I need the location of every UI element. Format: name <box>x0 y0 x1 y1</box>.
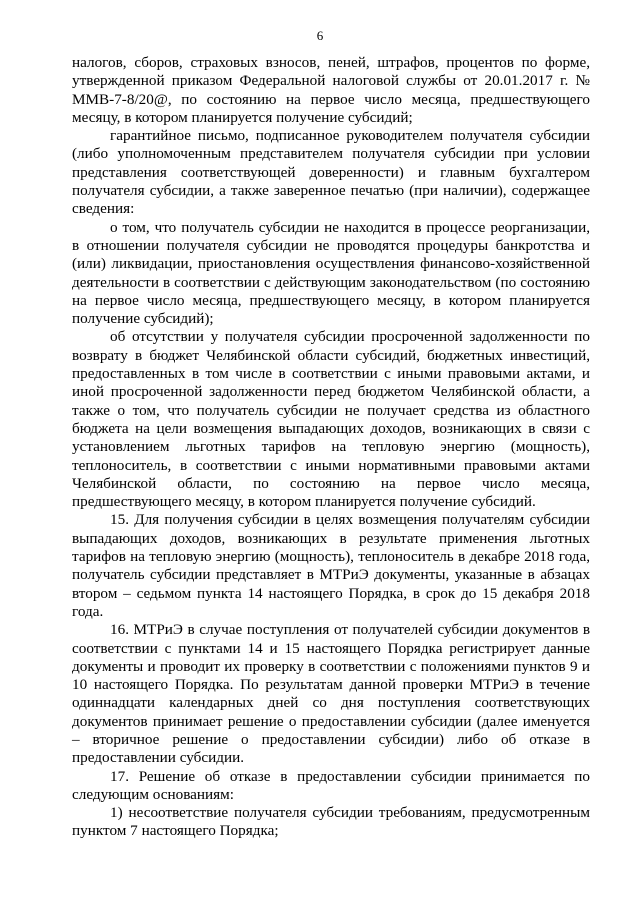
paragraph-item-17: 17. Решение об отказе в предоставлении субсидии принимается по следующим основаниям: <box>72 767 590 803</box>
paragraph-no-reorganization: о том, что получатель субсидии не находится в процессе реорганизации, в отношении получателя субсидии не проводятся процедуры банкротства и (или) ликвидации, приостановления осуществления финансово-хозяйственной деятельности в соответствии с действующим законодательством (по состоянию на первое число месяца, предшествующего месяцу, в котором планируется получение субсидий); <box>72 218 590 328</box>
paragraph-tax-debt-certificate: налогов, сборов, страховых взносов, пеней, штрафов, процентов по форме, утвержденной приказом Федеральной налоговой службы от 20.01.2017 г. № ММВ-7-8/20@, по состоянию на первое число месяца, предшествующего месяцу, в котором планируется получение субсидий; <box>72 54 590 126</box>
document-body <box>72 54 590 841</box>
paragraph-item-15: 15. Для получения субсидии в целях возмещения получателям субсидии выпадающих доходов, возникающих в результате применения льготных тарифов на тепловую энергию (мощность), теплоноситель в декабре 2018 года, получатель субсидии представляет в МТРиЭ документы, указанные в абзацах втором – седьмом пункта 14 настоящего Порядка, в срок до 15 декабря 2018 года. <box>72 511 590 620</box>
paragraph-no-overdue-debt: об отсутствии у получателя субсидии просроченной задолженности по возврату в бюджет Челябинской области субсидий, бюджетных инвестиций, предоставленных в том числе в соответствии с иными правовыми актами, и иной просроченной задолженности перед бюджетом Челябинской области, а также о том, что получатель субсидии не получает средства из областного бюджета на цели возмещения выпадающих доходов, возникающих в связи с установлением льготных тарифов на тепловую энергию (мощность), теплоноситель, в соответствии с иными нормативными правовыми актами Челябинской области, по состоянию на первое число месяца, предшествующего месяцу, в котором планируется получение субсидий. <box>72 328 590 511</box>
paragraph-item-16: 16. МТРиЭ в случае поступления от получателей субсидии документов в соответствии с пунктами 14 и 15 настоящего Порядка регистрирует данные документы и проводит их проверку в соответствии с положениями пунктов 9 и 10 настоящего Порядка. По результатам данной проверки МТРиЭ в течение одиннадцати календарных дней со дня поступления соответствующих документов принимает решение о предоставлении субсидии (далее именуется – вторичное решение о предоставлении субсидии) либо об отказе в предоставлении субсидии. <box>72 621 590 767</box>
paragraph-item-17-sub-1: 1) несоответствие получателя субсидии требованиям, предусмотренным пунктом 7 настоящего Порядка; <box>72 804 590 840</box>
page-number: 6 <box>316 28 324 43</box>
paragraph-guarantee-letter: гарантийное письмо, подписанное руководителем получателя субсидии (либо уполномоченным представителем получателя субсидии при условии представления соответствующей доверенности) и главным бухгалтером получателя субсидии, а также заверенное печатью (при наличии), содержащее сведения: <box>72 127 590 218</box>
